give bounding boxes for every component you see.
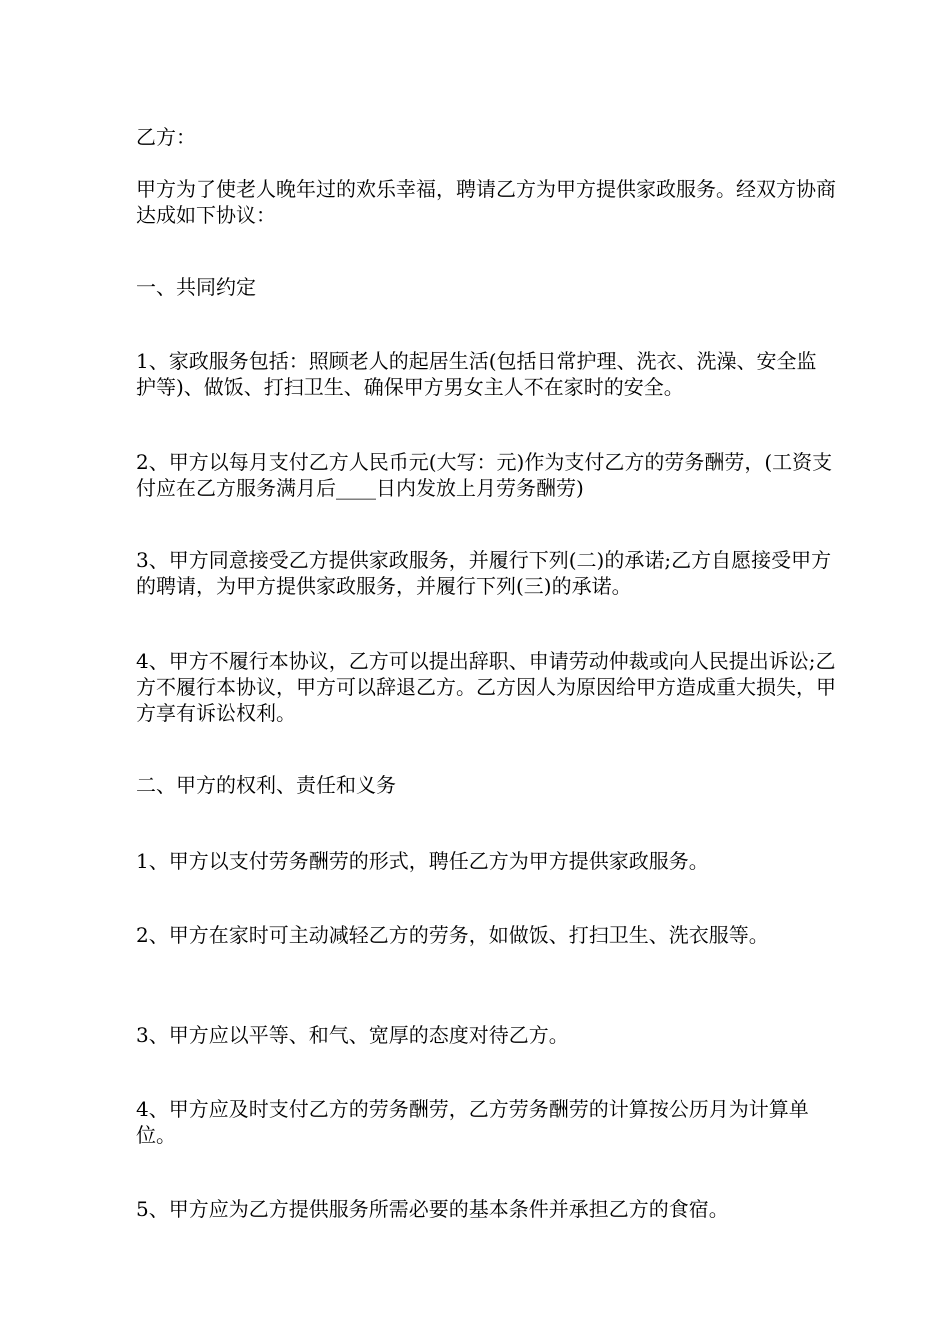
section-2-heading: 二、甲方的权利、责任和义务 [136, 773, 396, 797]
section-2-item-5: 5、甲方应为乙方提供服务所需必要的基本条件并承担乙方的食宿。 [136, 1197, 729, 1221]
section-1-item-3: 3、甲方同意接受乙方提供家政服务，并履行下列(二)的承诺;乙方自愿接受甲方的聘请，为甲方提供家政服务，并履行下列(三)的承诺。 [136, 548, 832, 598]
intro-paragraph: 甲方为了使老人晚年过的欢乐幸福，聘请乙方为甲方提供家政服务。经双方协商达成如下协议： [136, 177, 836, 227]
section-1-item-1: 1、家政服务包括：照顾老人的起居生活(包括日常护理、洗衣、洗澡、安全监护等)、做饭、打扫卫生、确保甲方男女主人不在家时的安全。 [136, 349, 817, 399]
party-b-line: 乙方： [136, 125, 196, 149]
section-2-item-1: 1、甲方以支付劳务酬劳的形式，聘任乙方为甲方提供家政服务。 [136, 849, 709, 873]
section-2-item-4: 4、甲方应及时支付乙方的劳务酬劳，乙方劳务酬劳的计算按公历月为计算单位。 [136, 1097, 809, 1147]
document-page [136, 0, 836, 1344]
section-1-item-2: 2、甲方以每月支付乙方人民币元(大写：元)作为支付乙方的劳务酬劳，(工资支付应在乙方服务满月后____日内发放上月劳务酬劳) [136, 450, 833, 500]
section-2-item-3: 3、甲方应以平等、和气、宽厚的态度对待乙方。 [136, 1023, 569, 1047]
section-1-heading: 一、共同约定 [136, 275, 256, 299]
section-2-item-2: 2、甲方在家时可主动减轻乙方的劳务，如做饭、打扫卫生、洗衣服等。 [136, 923, 769, 947]
section-1-item-4: 4、甲方不履行本协议，乙方可以提出辞职、申请劳动仲裁或向人民提出诉讼;乙方不履行本协议，甲方可以辞退乙方。乙方因人为原因给甲方造成重大损失，甲方享有诉讼权利。 [136, 649, 836, 725]
